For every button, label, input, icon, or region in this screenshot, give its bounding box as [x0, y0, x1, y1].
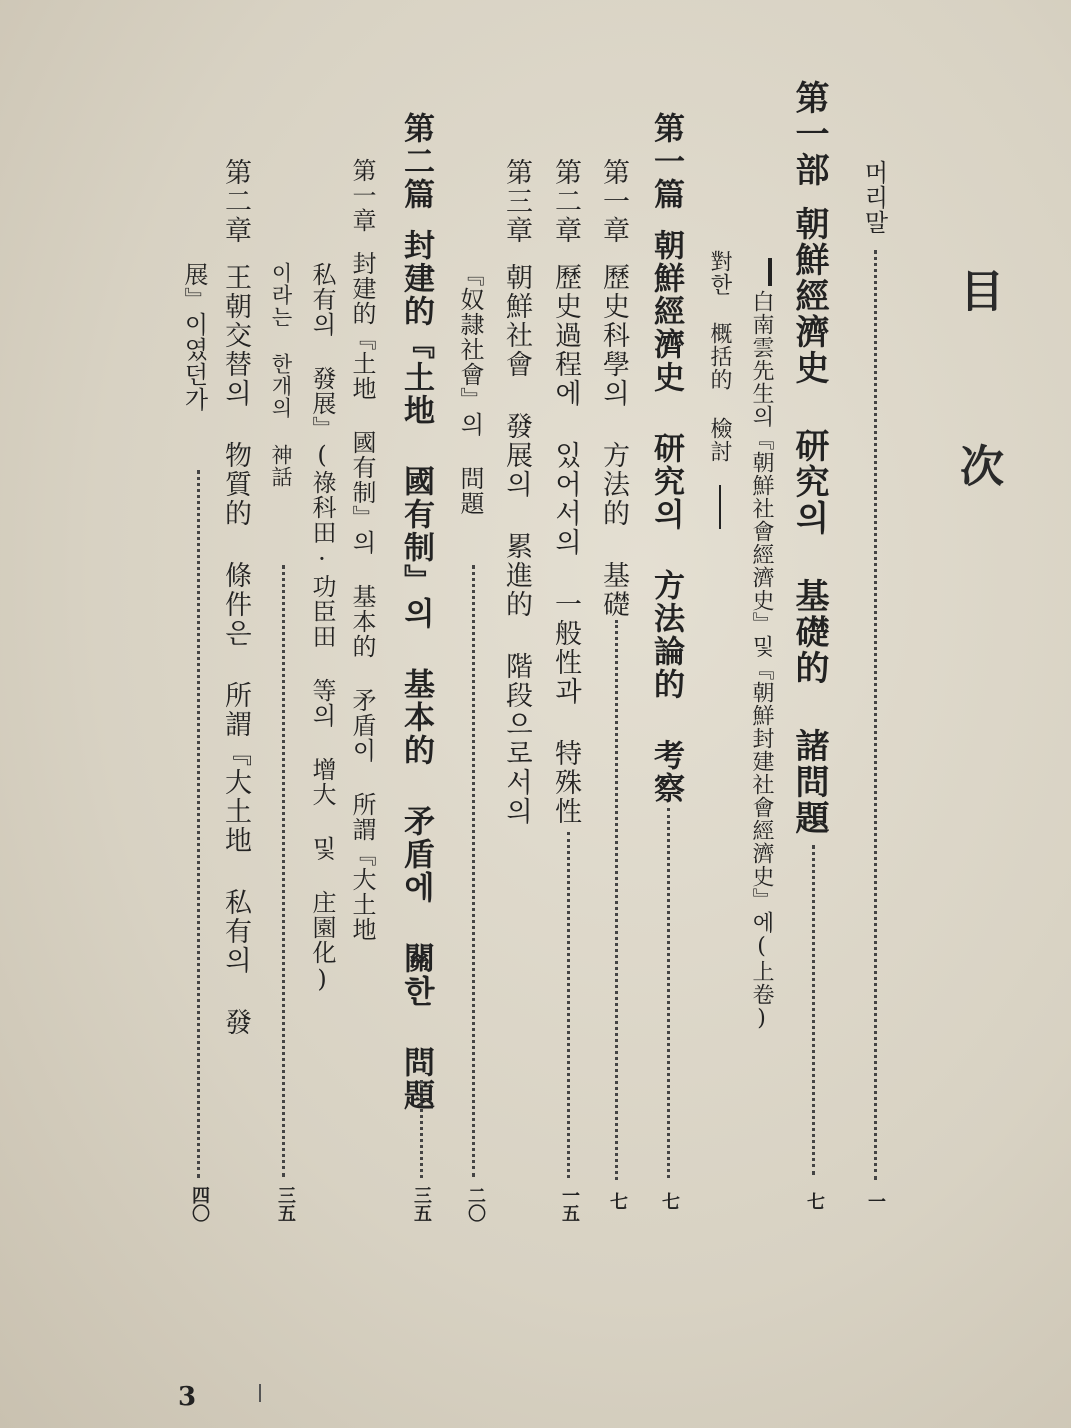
chapter-label: 第一章 [348, 158, 376, 233]
leader-dots [420, 1080, 423, 1178]
chapter-label: 第三章 [501, 158, 532, 245]
page-number: 一 [865, 1192, 886, 1210]
chapter-title: 朝鮮社會 發展의 累進的 階段으로서의 [501, 263, 532, 826]
toc-chapter-continued: 이라는 한개의 神話 [269, 262, 293, 488]
section-title: 封建的『土地 國有制』의 基本的 矛盾에 關한 問題 [398, 229, 434, 1112]
page-number: 三五 [275, 1186, 296, 1222]
dash-mark [768, 258, 772, 286]
chapter-title: 歷史過程에 있어서의 一般性과 特殊性 [550, 263, 581, 826]
page-number: 二〇 [465, 1186, 486, 1222]
leader-dots [615, 620, 618, 1180]
toc-chapter-continued: 『奴隷社會』의 問題 [456, 262, 484, 516]
section-label: 第二篇 [398, 112, 434, 211]
page-number: 七 [607, 1192, 628, 1210]
page-number: 七 [804, 1192, 825, 1210]
chapter-title: 王朝交替의 物質的 條件은 所謂『大土地 私有의 發 [220, 263, 251, 1037]
part-label: 第一部 [789, 80, 829, 188]
part-title: 朝鮮經濟史 研究의 基礎的 諸問題 [789, 206, 829, 836]
page-number: 四〇 [189, 1186, 210, 1222]
leader-dots [282, 565, 285, 1177]
leader-dots [472, 565, 475, 1177]
toc-part-1-subtitle: 白南雲先生의『朝鮮社會經濟史』및『朝鮮封建社會經濟史』에(上卷) [749, 290, 774, 1032]
leader-dots [567, 832, 570, 1178]
leader-dots [197, 470, 200, 1178]
toc-chapter [552, 158, 579, 826]
dash-mark [719, 485, 721, 529]
toc-section-2 [398, 112, 434, 1112]
toc-chapter-continued: 私有의 發展』(祿科田·功臣田 等의 增大 및 庄園化) [308, 262, 336, 994]
leader-dots [812, 845, 815, 1175]
page-folio: 3 [178, 1382, 197, 1412]
page-title: 目 次 [952, 268, 1003, 527]
toc-preface: 머리말 [860, 160, 888, 235]
chapter-label: 第二章 [550, 158, 581, 245]
toc-section-1 [648, 112, 684, 805]
toc-chapter [350, 158, 374, 942]
page-number: 三五 [411, 1186, 432, 1222]
section-title: 朝鮮經濟史 研究의 方法論的 考察 [648, 229, 684, 805]
toc-part-1 [789, 80, 829, 836]
margin-mark [259, 1384, 261, 1402]
chapter-label: 第一章 [598, 158, 629, 245]
chapter-title: 歷史科學의 方法的 基礎 [598, 263, 629, 619]
toc-part-1-subtitle-2: 對한 概括的 檢討 [707, 250, 732, 463]
toc-chapter [600, 158, 627, 619]
toc-chapter [503, 158, 530, 826]
page-number: 一五 [559, 1186, 580, 1222]
chapter-label: 第二章 [220, 158, 251, 245]
chapter-title: 封建的『土地 國有制』의 基本的 矛盾이 所謂『大土地 [348, 251, 376, 942]
toc-chapter-continued: 展』이였던가 [180, 262, 208, 412]
leader-dots [874, 250, 877, 1180]
page-number: 七 [659, 1192, 680, 1210]
toc-chapter [222, 158, 249, 1037]
section-label: 第一篇 [648, 112, 684, 211]
leader-dots [667, 808, 670, 1178]
